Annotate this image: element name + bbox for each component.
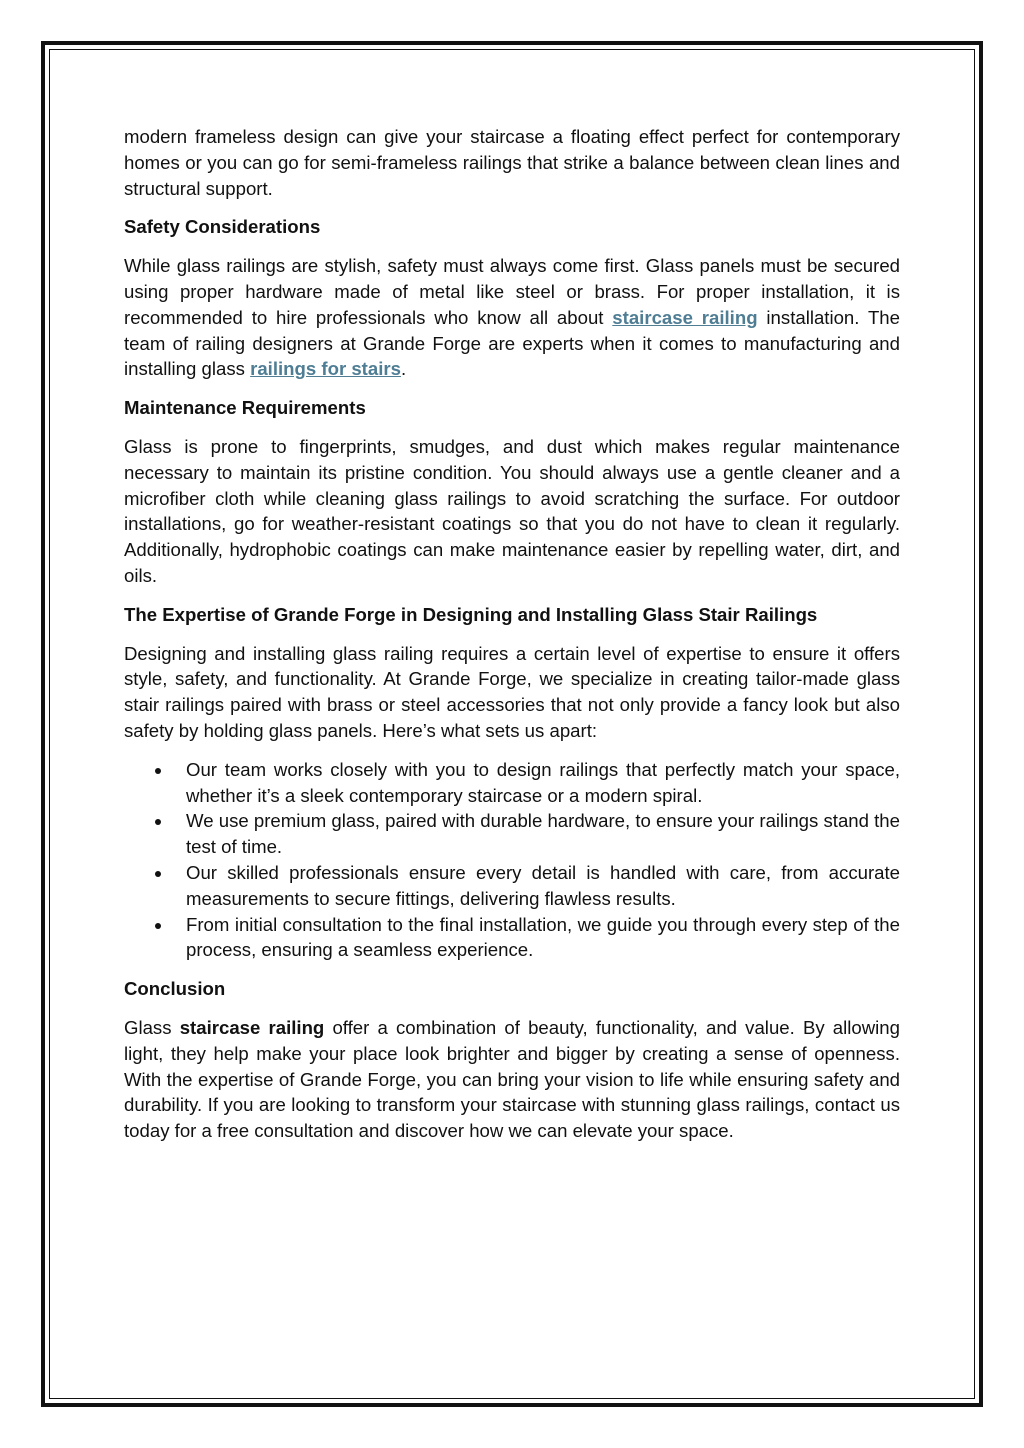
intro-paragraph: modern frameless design can give your staircase a floating effect perfect for contemporary homes or you can go for semi-frameless railings that strike a balance between clean lines and structural support. xyxy=(124,126,900,199)
maintenance-heading: Maintenance Requirements xyxy=(124,397,366,419)
list-item xyxy=(124,860,900,912)
list-item-text: Our skilled professionals ensure every detail is handled with care, from accurate measurements to secure fittings, delivering flawless results. xyxy=(186,861,900,909)
maintenance-paragraph: Glass is prone to fingerprints, smudges, and dust which makes regular maintenance necessary to maintain its pristine condition. You should always use a gentle cleaner and a microfiber cloth while cleaning glass railings to avoid scratching the surface. For outdoor installations, go for weather-resistant coatings so that you do not have to clean it regularly. Additionally, hydrophobic coatings can make maintenance easier by repelling water, dirt, and oils. xyxy=(124,435,900,586)
railings-for-stairs-link[interactable]: railings for stairs xyxy=(250,358,401,380)
conclusion-paragraph xyxy=(124,1015,900,1144)
safety-heading: Safety Considerations xyxy=(124,216,321,238)
list-item xyxy=(124,912,900,964)
list-item-text: From initial consultation to the final installation, we guide you through every step of the process, ensuring a seamless experience. xyxy=(186,913,900,961)
list-item xyxy=(124,757,900,809)
document-body xyxy=(124,124,900,1157)
safety-text-3: . xyxy=(400,358,407,380)
expertise-paragraph: Designing and installing glass railing requires a certain level of expertise to ensure it offers style, safety, and functionality. At Grande Forge, we specialize in creating tailor-made glass stair railings paired with brass or steel accessories that not only provide a fancy look but also safety by holding glass panels. Here’s what sets us apart: xyxy=(124,642,900,741)
expertise-heading: The Expertise of Grande Forge in Designing and Installing Glass Stair Railings xyxy=(124,603,818,625)
list-item-text: Our team works closely with you to design railings that perfectly match your space, whether it’s a sleek contemporary staircase or a modern spiral. xyxy=(186,758,900,806)
conclusion-text-2: offer a combination of beauty, functionality, and value. By allowing light, they help make your place look brighter and bigger by creating a sense of openness. With the expertise of Grande Forge, you can bring your vision to life while ensuring safety and durability. If you are looking to transform your staircase with stunning glass railings, contact us today for a free consultation and discover how we can elevate your space. xyxy=(124,1016,900,1142)
list-item-text: We use premium glass, paired with durable hardware, to ensure your railings stand the test of time. xyxy=(186,810,900,858)
bullet-icon xyxy=(155,819,161,825)
conclusion-heading: Conclusion xyxy=(124,978,226,1000)
safety-text-2: installation. The team of railing designers at Grande Forge are experts when it comes to manufacturing and installing glass xyxy=(124,306,900,380)
bullet-icon xyxy=(155,871,161,877)
safety-paragraph xyxy=(124,253,900,382)
bullet-icon xyxy=(155,923,161,929)
safety-text-1: While glass railings are stylish, safety must always come first. Glass panels must be secured using proper hardware made of metal like steel or brass. For proper installation, it is recommended to hire professionals who know all about xyxy=(124,255,900,328)
conclusion-text-1: Glass xyxy=(124,1016,180,1038)
expertise-bullet-list xyxy=(124,757,900,963)
staircase-railing-link[interactable]: staircase railing xyxy=(612,306,758,328)
list-item xyxy=(124,808,900,860)
conclusion-bold-term: staircase railing xyxy=(179,1016,325,1038)
bullet-icon xyxy=(155,768,161,774)
